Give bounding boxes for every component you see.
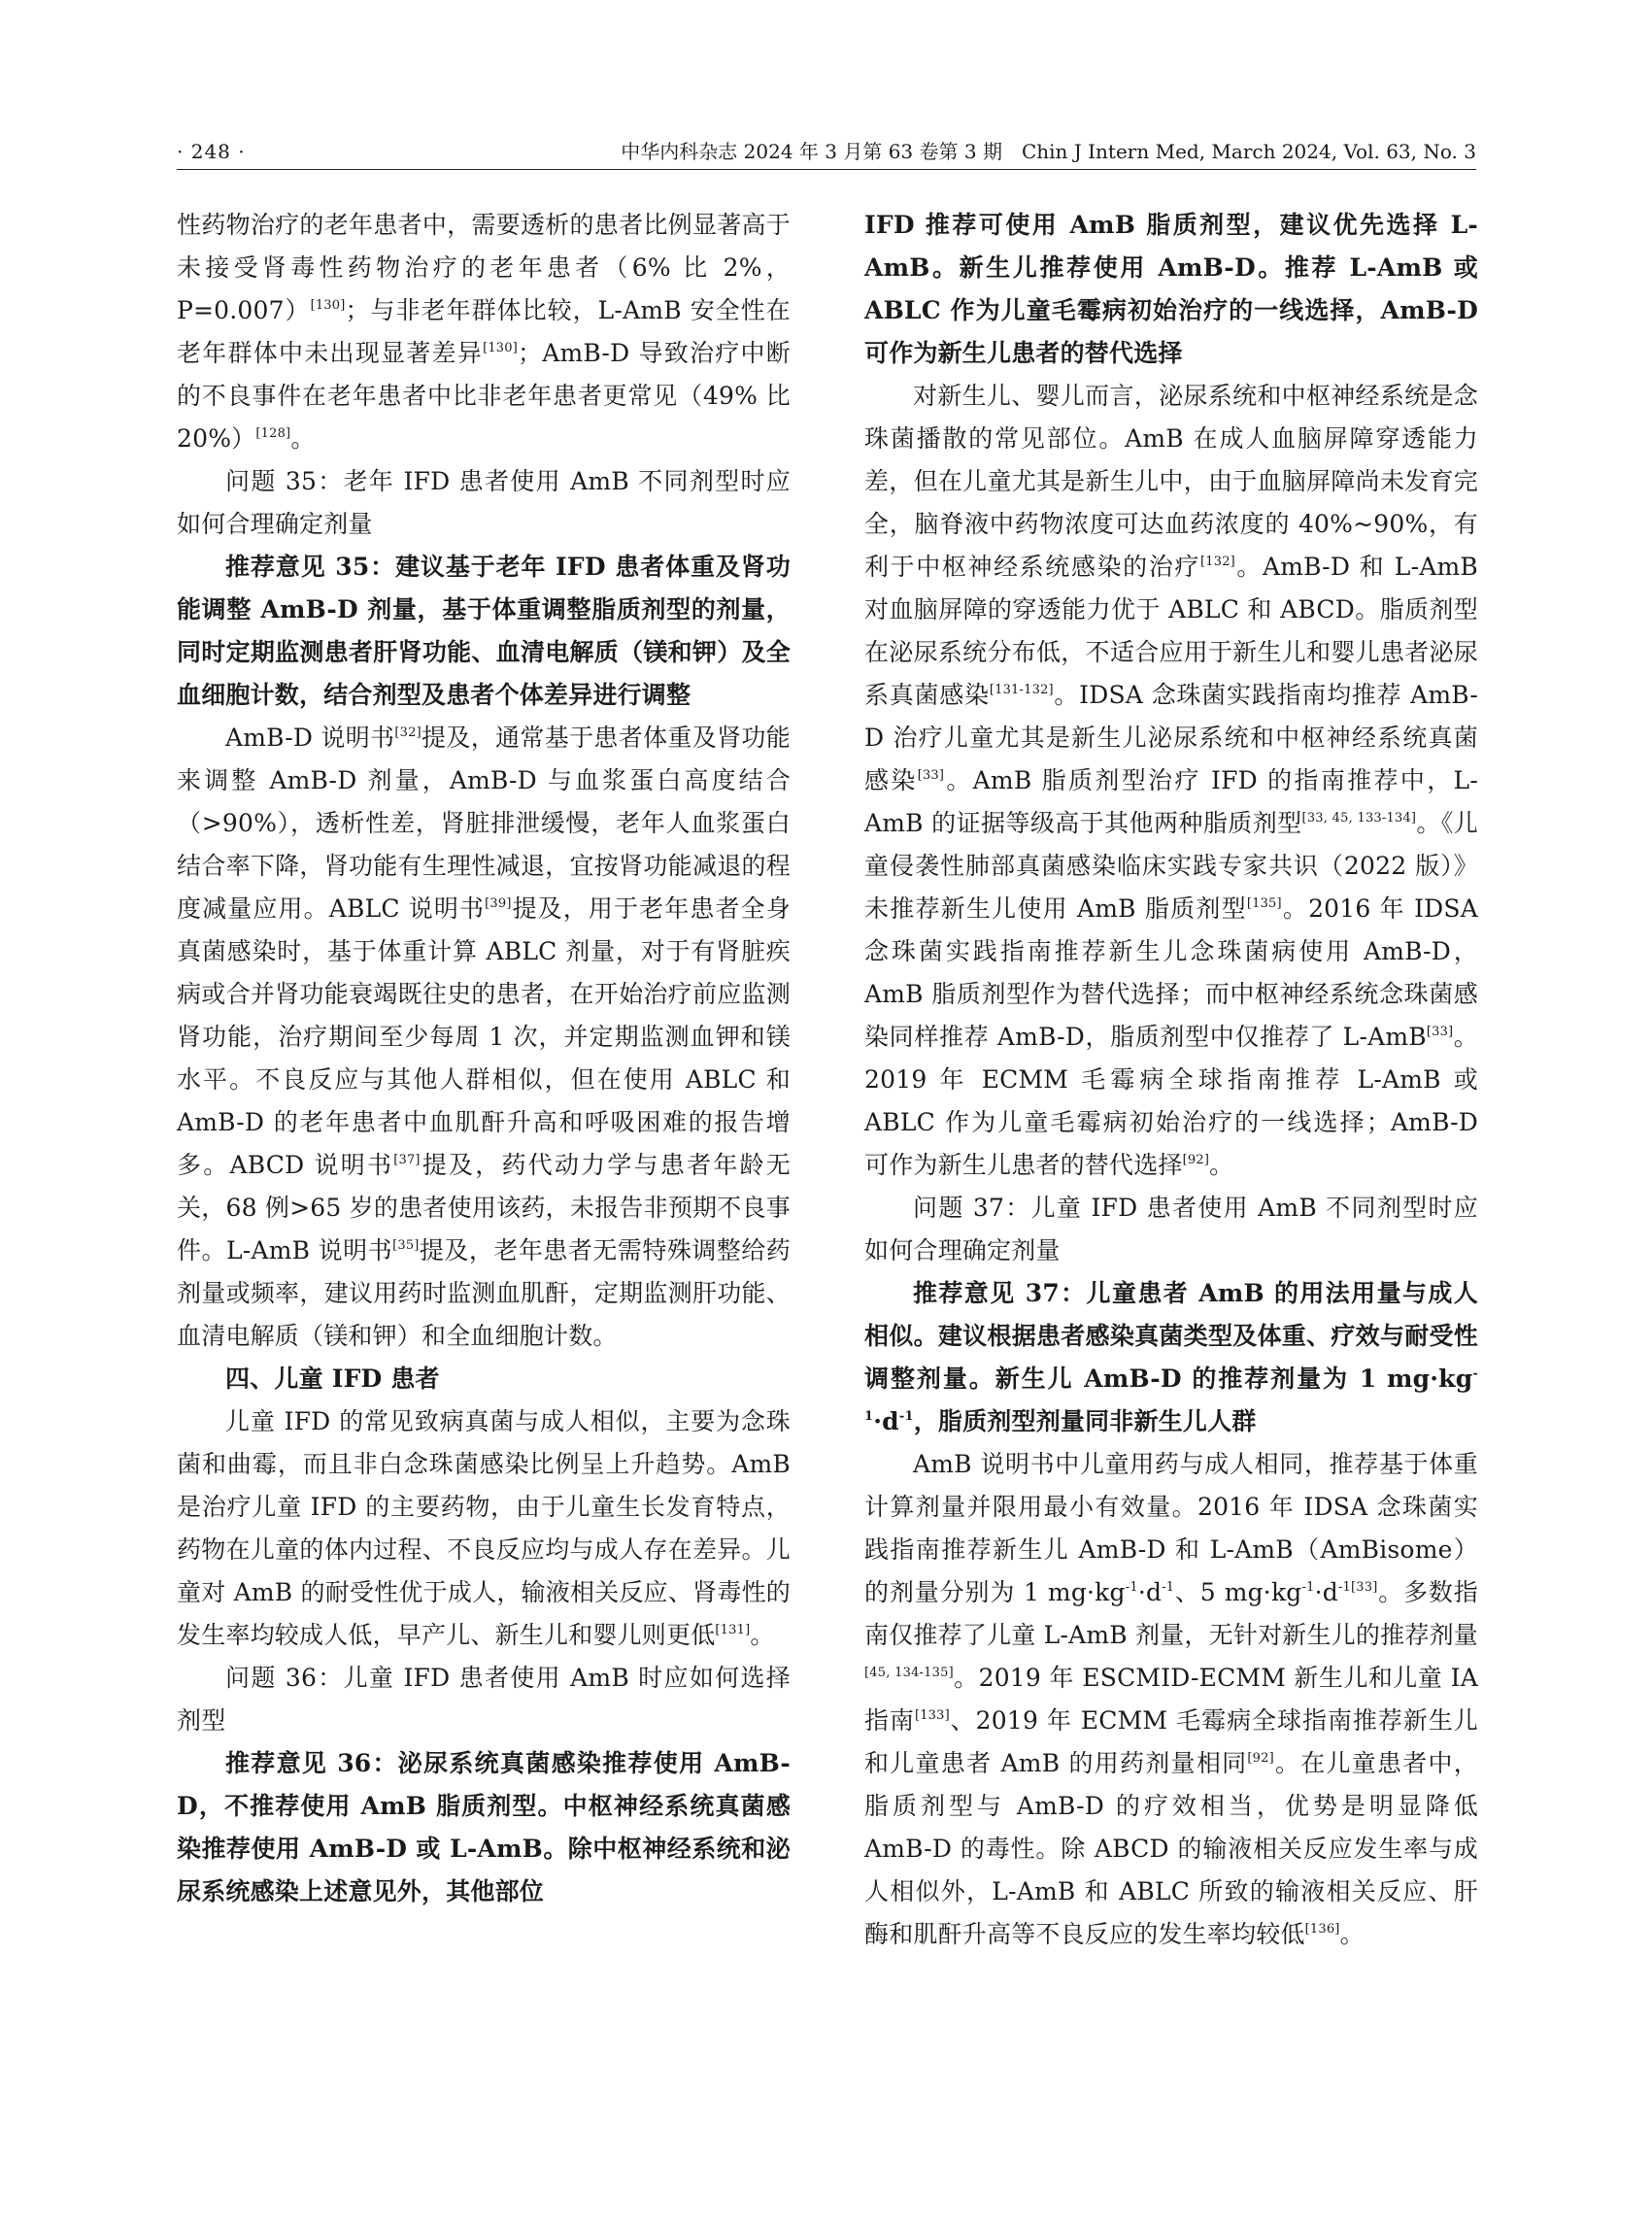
citation[interactable]: [32] — [394, 725, 421, 740]
citation[interactable]: [128] — [255, 426, 291, 441]
recommendation-36-continued: IFD 推荐可使用 AmB 脂质剂型，建议优先选择 L-AmB。新生儿推荐使用 AmB-D。推荐 L-AmB 或 ABLC 作为儿童毛霉病初始治疗的一线选择，AmB-D 可作为新生儿患者的替代选择 — [864, 211, 1478, 367]
citation[interactable]: [33] — [917, 768, 945, 783]
page-number: · 248 · — [177, 140, 246, 163]
question-35: 问题 35：老年 IFD 患者使用 AmB 不同剂型时应如何合理确定剂量 — [177, 467, 791, 538]
citation[interactable]: [92] — [1247, 1751, 1274, 1766]
paragraph-neonate-formulation: 对新生儿、婴儿而言，泌尿系统和中枢神经系统是念珠菌播散的常见部位。AmB 在成人血脑屏障穿透能力差，但在儿童尤其是新生儿中，由于血脑屏障尚未发育完全，脑脊液中药物浓度可达血药浓度的 40%~90%，有利于中枢神经系统感染的治疗[132]。AmB-D 和 L-AmB 对血脑屏障的穿透能力优于 ABLC 和 ABCD。脂质剂型在泌尿系统分布低，不适合应用于新生儿和婴儿患者泌尿系真菌感染[131-132]。IDSA 念珠菌实践指南均推荐 AmB-D 治疗儿童尤其是新生儿泌尿系统和中枢神经系统真菌感染[33]。AmB 脂质剂型治疗 IFD 的指南推荐中，L-AmB 的证据等级高于其他两种脂质剂型[33, 45, 133-134]。《儿童侵袭性肺部真菌感染临床实践专家共识（2022 版）》未推荐新生儿使用 AmB 脂质剂型[135]。2016 年 IDSA 念珠菌实践指南推荐新生儿念珠菌病使用 AmB-D，AmB 脂质剂型作为替代选择；而中枢神经系统念珠菌感染同样推荐 AmB-D，脂质剂型中仅推荐了 L-AmB[33]。2019 年 ECMM 毛霉病全球指南推荐 L-AmB 或 ABLC 作为儿童毛霉病初始治疗的一线选择；AmB-D 可作为新生儿患者的替代选择[92]。 — [864, 382, 1479, 1179]
paragraph-children-dosing: AmB 说明书中儿童用药与成人相同，推荐基于体重计算剂量并限用最小有效量。2016 年 IDSA 念珠菌实践指南推荐新生儿 AmB-D 和 L-AmB（AmBisome）的剂量分别为 1 $mg\cdot kg^{-1}\cdot d^{-1}$、5 $mg\cdot kg^{-1}\cdot d^{-1[33]}$。多数指南仅推荐了儿童 L-AmB 剂量，无针对新生儿的推荐剂量[45, 134-135]。2019 年 ESCMID-ECMM 新生儿和儿童 IA 指南[133]、2019 年 ECMM 毛霉病全球指南推荐新生儿和儿童患者 AmB 的用药剂量相同[92]。在儿童患者中，脂质剂型与 AmB-D 的疗效相当，优势是明显降低 AmB-D 的毒性。除 ABCD 的输液相关反应发生率与成人相似外，L-AmB 和 ABLC 所致的输液相关反应、肝酶和肌酐升高等不良反应的发生率均较低[136]。 — [864, 1450, 1478, 1948]
recommendation-35: 推荐意见 35：建议基于老年 IFD 患者体重及肾功能调整 AmB-D 剂量，基于体重调整脂质剂型的剂量，同时定期监测患者肝肾功能、血清电解质（镁和钾）及全血细胞计数，结合剂型及患者个体差异进行调整 — [177, 553, 791, 709]
citation[interactable]: [132] — [1199, 555, 1235, 569]
journal-citation: 中华内科杂志 2024 年 3 月第 63 卷第 3 期 Chin J Intern Med, March 2024, Vol. 63, No. 3 — [621, 140, 1476, 163]
citation[interactable]: [35] — [392, 1238, 420, 1253]
citation[interactable]: [33] — [1351, 1580, 1378, 1595]
left-column — [177, 204, 791, 1913]
question-36: 问题 36：儿童 IFD 患者使用 AmB 时应如何选择剂型 — [177, 1664, 791, 1735]
citation[interactable]: [133] — [914, 1708, 950, 1723]
paragraph-children-ifd: 儿童 IFD 的常见致病真菌与成人相似，主要为念珠菌和曲霉，而且非白念珠菌感染比例呈上升趋势。AmB 是治疗儿童 IFD 的主要药物，由于儿童生长发育特点，药物在儿童的体内过程、不良反应均与成人存在差异。儿童对 AmB 的耐受性优于成人，输液相关反应、肾毒性的发生率均较成人低，早产儿、新生儿和婴儿则更低[131]。 — [177, 1407, 791, 1649]
citation[interactable]: [131] — [715, 1623, 751, 1637]
citation[interactable]: [92] — [1182, 1153, 1210, 1167]
citation[interactable]: [130] — [483, 341, 519, 355]
citation[interactable]: [131-132] — [989, 683, 1054, 697]
page-header — [177, 134, 1476, 170]
citation[interactable]: [39] — [485, 896, 512, 911]
recommendation-36: 推荐意见 36：泌尿系统真菌感染推荐使用 AmB-D，不推荐使用 AmB 脂质剂型。中枢神经系统真菌感染推荐使用 AmB-D 或 L-AmB。除中枢神经系统和泌尿系统感染上述意见外，其他部位 — [177, 1749, 791, 1905]
citation[interactable]: [33, 45, 133-134] — [1301, 811, 1417, 826]
question-37: 问题 37：儿童 IFD 患者使用 AmB 不同剂型时应如何合理确定剂量 — [864, 1194, 1478, 1264]
paragraph-elderly-nephrotox: 性药物治疗的老年患者中，需要透析的患者比例显著高于未接受肾毒性药物治疗的老年患者（6% 比 2%，P=0.007）[130]；与非老年群体比较，L-AmB 安全性在老年群体中未出现显著差异[130]；AmB-D 导致治疗中断的不良事件在老年患者中比非老年患者更常见（49% 比 20%）[128]。 — [177, 211, 791, 453]
paragraph-elderly-dosing: AmB-D 说明书[32]提及，通常基于患者体重及肾功能来调整 AmB-D 剂量，AmB-D 与血浆蛋白高度结合（>90%），透析性差，肾脏排泄缓慢，老年人血浆蛋白结合率下降，肾功能有生理性减退，宜按肾功能减退的程度减量应用。ABLC 说明书[39]提及，用于老年患者全身真菌感染时，基于体重计算 ABLC 剂量，对于有肾脏疾病或合并肾功能衰竭既往史的患者，在开始治疗前应监测肾功能，治疗期间至少每周 1 次，并定期监测血钾和镁水平。不良反应与其他人群相似，但在使用 ABLC 和 AmB-D 的老年患者中血肌酐升高和呼吸困难的报告增多。ABCD 说明书[37]提及，药代动力学与患者年龄无关，68 例>65 岁的患者使用该药，未报告非预期不良事件。L-AmB 说明书[35]提及，老年患者无需特殊调整给药剂量或频率，建议用药时监测血肌酐，定期监测肝功能、血清电解质（镁和钾）和全血细胞计数。 — [177, 724, 791, 1350]
right-column — [864, 204, 1478, 1956]
citation[interactable]: [135] — [1246, 896, 1282, 911]
citation[interactable]: [136] — [1304, 1922, 1340, 1937]
citation[interactable]: [45, 134-135] — [864, 1666, 954, 1680]
citation[interactable]: [130] — [310, 298, 346, 313]
citation[interactable]: [37] — [393, 1153, 421, 1167]
recommendation-37: 推荐意见 37：儿童患者 AmB 的用法用量与成人相似。建议根据患者感染真菌类型及体重、疗效与耐受性调整剂量。新生儿 AmB-D 的推荐剂量为 1 $mg\cdot kg^{-1}\cdot d^{-1}$，脂质剂型剂量同非新生儿人群 — [864, 1279, 1478, 1435]
section-heading-children: 四、儿童 IFD 患者 — [225, 1365, 440, 1393]
citation[interactable]: [33] — [1426, 1025, 1454, 1039]
